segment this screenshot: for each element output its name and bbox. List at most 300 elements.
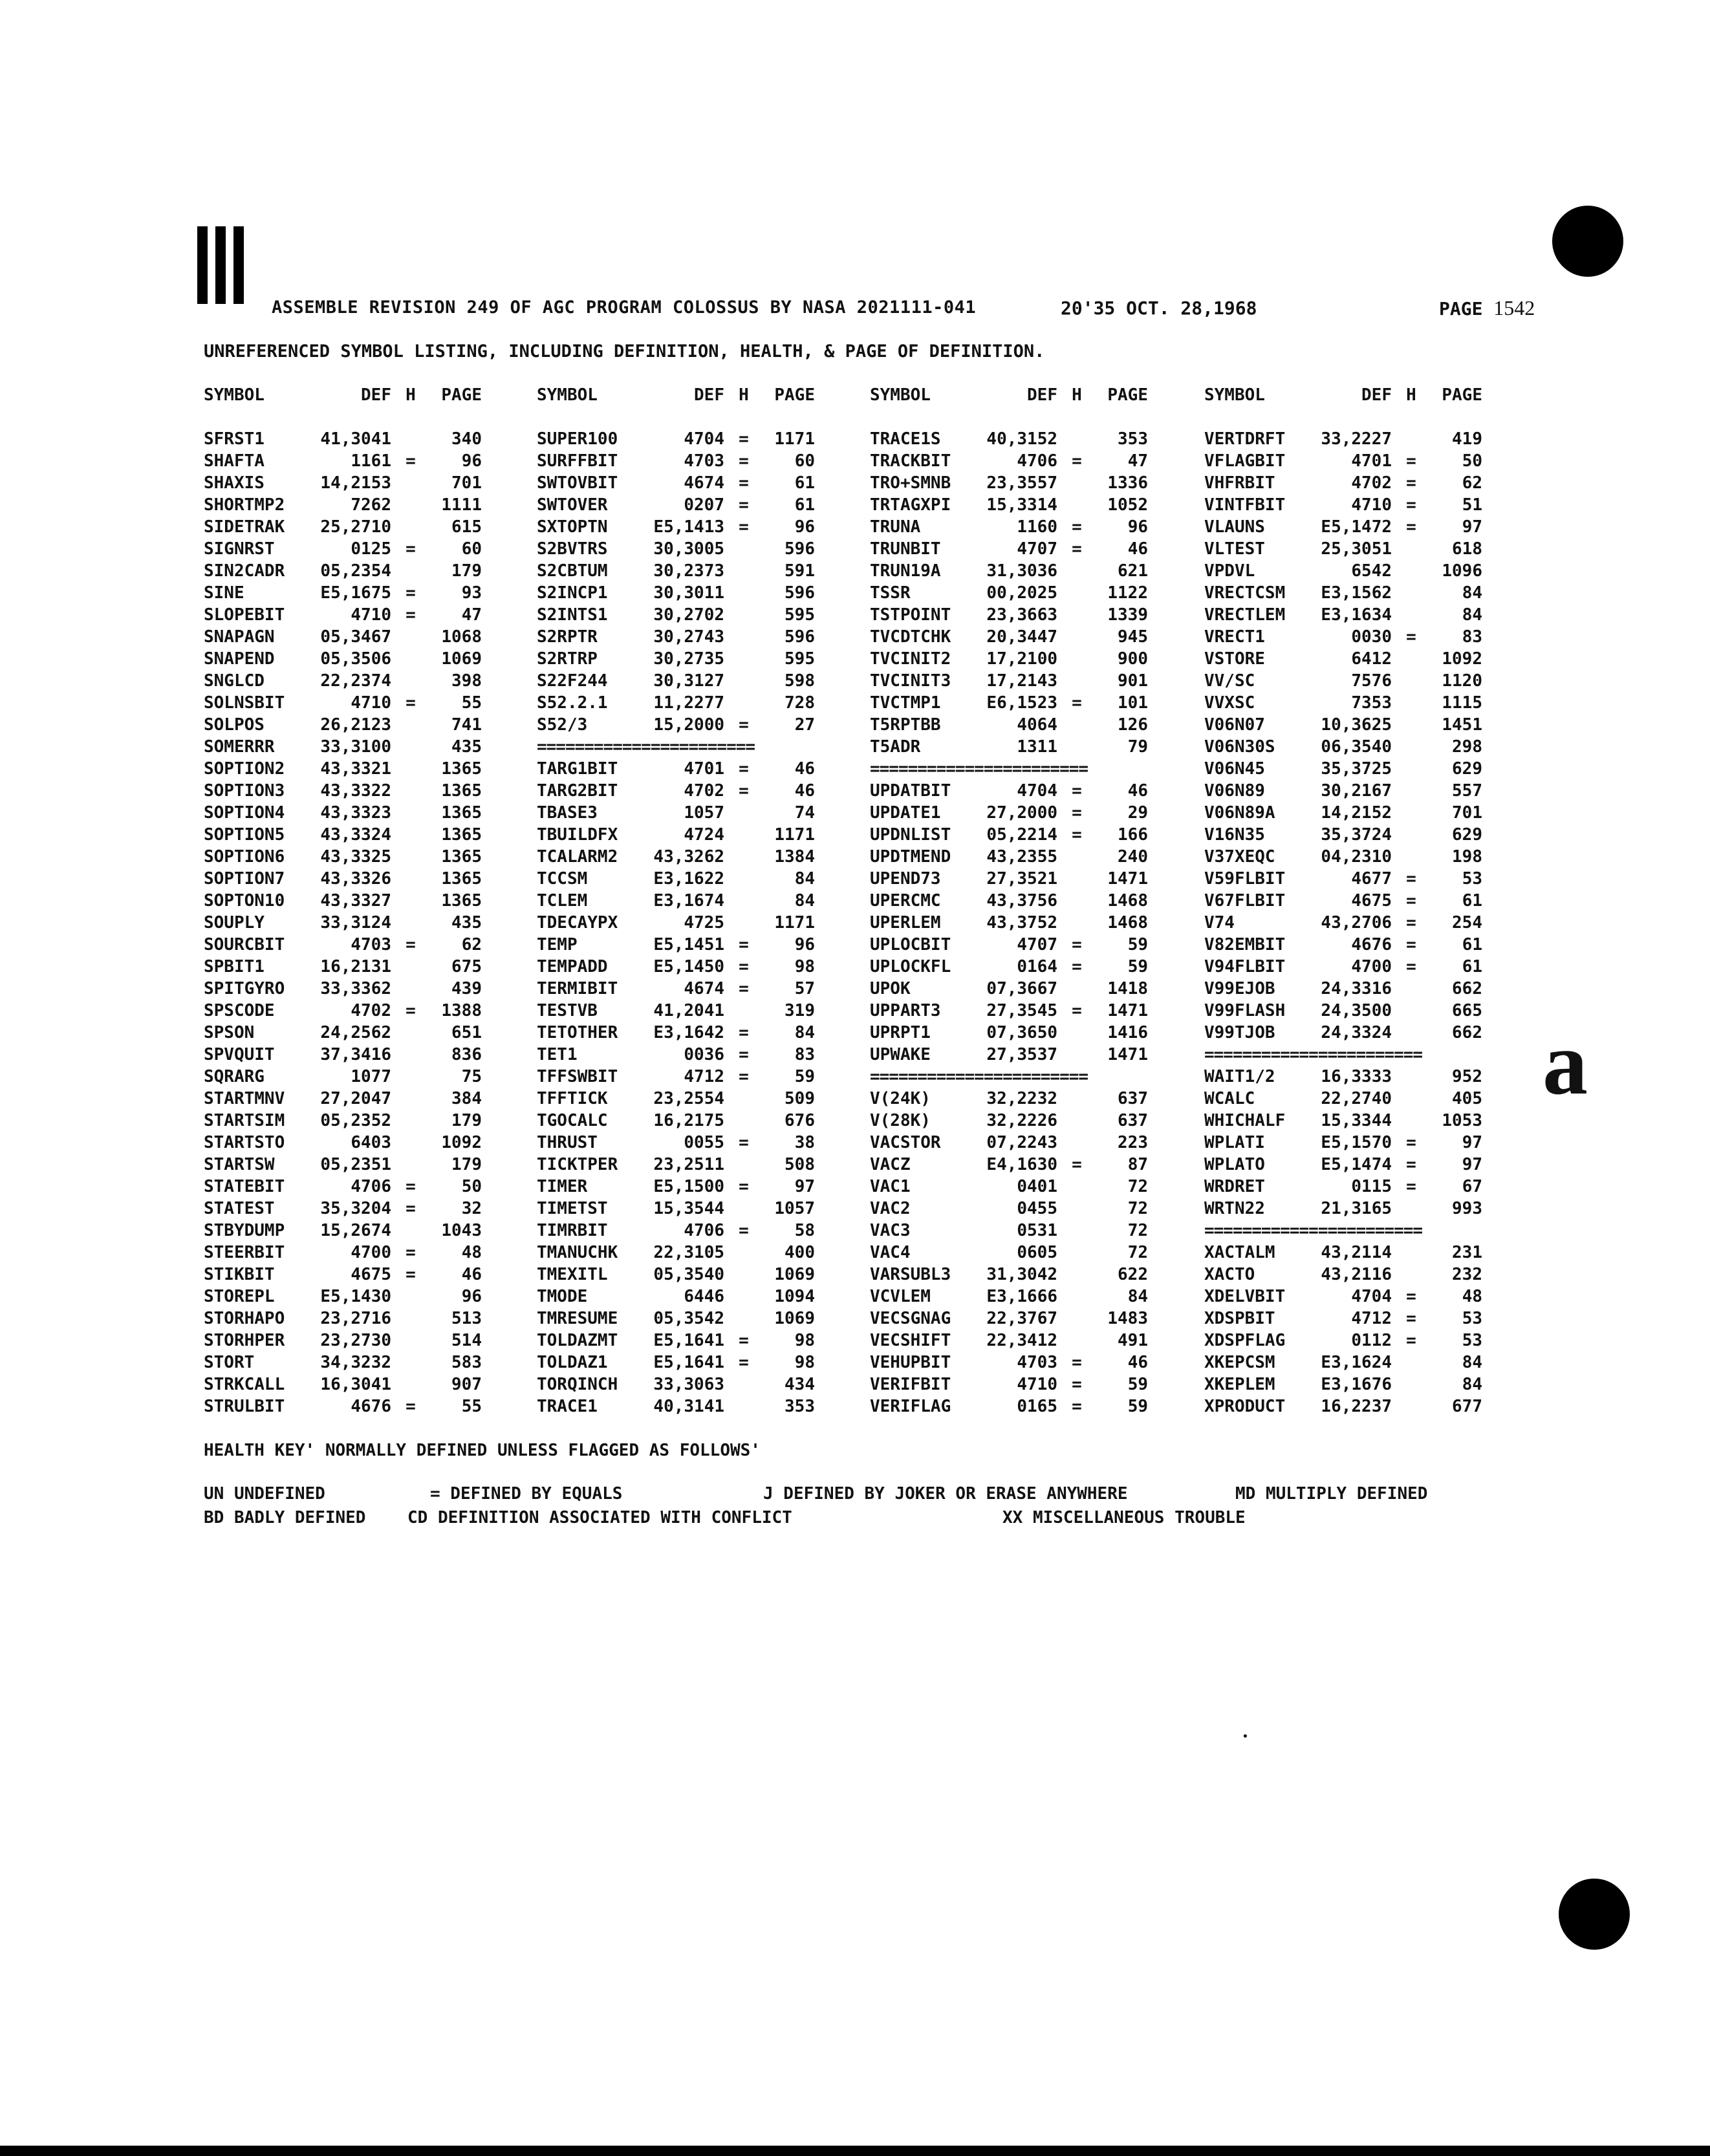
symbol-name: S52/3 <box>537 715 588 735</box>
symbol-definition: 7353 <box>1351 693 1392 713</box>
symbol-health: = <box>739 1023 749 1042</box>
symbol-page: 1365 <box>441 781 482 801</box>
symbol-definition: E5,1450 <box>653 957 724 976</box>
symbol-name: S2INCP1 <box>537 583 608 603</box>
symbol-row <box>204 1242 482 1264</box>
symbol-row <box>1204 494 1482 516</box>
symbol-definition: 23,2716 <box>320 1309 391 1328</box>
header-health: H <box>1072 385 1082 405</box>
symbol-definition: 6542 <box>1351 561 1392 581</box>
symbol-row <box>537 780 815 802</box>
symbol-page: 46 <box>1127 1353 1148 1372</box>
symbol-page: 1418 <box>1107 979 1148 998</box>
symbol-row <box>204 692 482 714</box>
symbol-name: T5RPTBB <box>870 715 941 735</box>
symbol-page: 662 <box>1452 1023 1482 1042</box>
symbol-row <box>537 1220 815 1242</box>
symbol-name: WRTN22 <box>1204 1199 1265 1218</box>
symbol-page: 508 <box>785 1155 815 1174</box>
legend-equals: = DEFINED BY EQUALS <box>430 1484 623 1504</box>
symbol-column-3 <box>870 385 1148 1418</box>
symbol-definition: 43,3323 <box>320 803 391 823</box>
symbol-name: XKEPLEM <box>1204 1375 1275 1394</box>
symbol-name: TARG2BIT <box>537 781 618 801</box>
symbol-definition: E5,1413 <box>653 517 724 537</box>
symbol-name: V99TJOB <box>1204 1023 1275 1042</box>
symbol-page: 79 <box>1127 737 1148 757</box>
symbol-page: 48 <box>461 1243 482 1262</box>
symbol-page: 618 <box>1452 539 1482 559</box>
symbol-definition: 31,3042 <box>986 1265 1057 1284</box>
symbol-name: V(28K) <box>870 1111 931 1130</box>
symbol-definition: 16,3333 <box>1321 1067 1392 1086</box>
symbol-page: 1111 <box>441 495 482 515</box>
symbol-definition: 0112 <box>1351 1331 1392 1350</box>
header-symbol: SYMBOL <box>537 385 598 405</box>
symbol-definition: 0207 <box>684 495 724 515</box>
symbol-page: 1384 <box>774 847 815 867</box>
symbol-definition: 00,2025 <box>986 583 1057 603</box>
header-symbol: SYMBOL <box>870 385 931 405</box>
symbol-page: 434 <box>785 1375 815 1394</box>
symbol-name: S52.2.1 <box>537 693 608 713</box>
symbol-definition: 35,3204 <box>320 1199 391 1218</box>
symbol-row <box>537 1308 815 1330</box>
symbol-definition: 15,3344 <box>1321 1111 1392 1130</box>
symbol-definition: 1057 <box>684 803 724 823</box>
symbol-page: 1471 <box>1107 869 1148 889</box>
symbol-page: 166 <box>1118 825 1148 845</box>
symbol-name: TERMIBIT <box>537 979 618 998</box>
symbol-row <box>537 1022 815 1044</box>
symbol-name: VLTEST <box>1204 539 1265 559</box>
symbol-definition: 05,3540 <box>653 1265 724 1284</box>
symbol-page: 907 <box>451 1375 482 1394</box>
symbol-row <box>537 1396 815 1418</box>
symbol-health: = <box>406 1243 416 1262</box>
symbol-name: VERIFLAG <box>870 1397 951 1416</box>
symbol-row <box>870 1132 1148 1154</box>
symbol-row <box>1204 560 1482 582</box>
symbol-row <box>1204 1176 1482 1198</box>
symbol-page: 46 <box>794 759 815 779</box>
symbol-page: 439 <box>451 979 482 998</box>
symbol-name: THRUST <box>537 1133 598 1152</box>
column-header <box>204 385 482 407</box>
symbol-page: 514 <box>451 1331 482 1350</box>
symbol-page: 384 <box>451 1089 482 1108</box>
symbol-page: 1094 <box>774 1287 815 1306</box>
symbol-name: STOREPL <box>204 1287 275 1306</box>
section-separator: ======================= <box>870 1067 1088 1086</box>
symbol-health: = <box>739 781 749 801</box>
symbol-row <box>537 1088 815 1110</box>
symbol-name: TRO+SMNB <box>870 473 951 493</box>
symbol-definition: 4710 <box>351 693 391 713</box>
symbol-row <box>1204 736 1482 758</box>
symbol-name: TMEXITL <box>537 1265 608 1284</box>
symbol-name: TESTVB <box>537 1001 598 1020</box>
symbol-definition: 33,2227 <box>1321 429 1392 449</box>
symbol-row <box>537 978 815 1000</box>
symbol-name: STORHAPO <box>204 1309 285 1328</box>
symbol-page: 993 <box>1452 1199 1482 1218</box>
symbol-name: TIMRBIT <box>537 1221 608 1240</box>
symbol-health: = <box>739 979 749 998</box>
symbol-page: 55 <box>461 693 482 713</box>
symbol-name: TRACE1S <box>870 429 941 449</box>
symbol-definition: 30,2702 <box>653 605 724 625</box>
symbol-definition: 4710 <box>351 605 391 625</box>
symbol-page: 29 <box>1127 803 1148 823</box>
symbol-row <box>204 1132 482 1154</box>
symbol-health: = <box>406 935 416 954</box>
symbol-row <box>870 1154 1148 1176</box>
symbol-name: TRACKBIT <box>870 451 951 471</box>
symbol-page: 596 <box>785 539 815 559</box>
symbol-name: XACTALM <box>1204 1243 1275 1262</box>
symbol-name: S2CBTUM <box>537 561 608 581</box>
symbol-name: VERTDRFT <box>1204 429 1286 449</box>
symbol-page: 353 <box>1118 429 1148 449</box>
symbol-definition: 17,2100 <box>986 649 1057 669</box>
symbol-row <box>537 868 815 890</box>
symbol-row <box>1204 824 1482 846</box>
symbol-definition: 4674 <box>684 979 724 998</box>
symbol-row <box>537 1000 815 1022</box>
symbol-definition: 1311 <box>1017 737 1057 757</box>
symbol-row <box>1204 1308 1482 1330</box>
symbol-definition: 30,3005 <box>653 539 724 559</box>
symbol-name: SOURCBIT <box>204 935 285 954</box>
symbol-definition: E3,1624 <box>1321 1353 1392 1372</box>
symbol-name: VARSUBL3 <box>870 1265 951 1284</box>
symbol-definition: 43,3322 <box>320 781 391 801</box>
symbol-definition: E5,1430 <box>320 1287 391 1306</box>
symbol-health: = <box>739 1331 749 1350</box>
symbol-page: 58 <box>794 1221 815 1240</box>
symbol-page: 509 <box>785 1089 815 1108</box>
legend-badly-defined: BD BADLY DEFINED <box>204 1508 366 1527</box>
symbol-page: 1052 <box>1107 495 1148 515</box>
symbol-health: = <box>1406 495 1416 515</box>
symbol-page: 47 <box>1127 451 1148 471</box>
symbol-name: VRECT1 <box>1204 627 1265 647</box>
symbol-row <box>204 1396 482 1418</box>
symbol-page: 675 <box>451 957 482 976</box>
symbol-definition: 14,2152 <box>1321 803 1392 823</box>
symbol-definition: 23,2730 <box>320 1331 391 1350</box>
symbol-row <box>204 1286 482 1308</box>
symbol-name: SPSCODE <box>204 1001 275 1020</box>
symbol-row <box>870 560 1148 582</box>
symbol-definition: 1161 <box>351 451 391 471</box>
page-bottom-edge <box>0 2146 1710 2156</box>
symbol-health: = <box>739 451 749 471</box>
symbol-row <box>537 1066 815 1088</box>
symbol-health: = <box>406 539 416 559</box>
symbol-column-4 <box>1204 385 1482 1418</box>
symbol-definition: 0030 <box>1351 627 1392 647</box>
symbol-definition: 4702 <box>684 781 724 801</box>
symbol-definition: 16,2175 <box>653 1111 724 1130</box>
symbol-definition: 05,2214 <box>986 825 1057 845</box>
symbol-health: = <box>1406 957 1416 976</box>
symbol-health: = <box>1072 693 1082 713</box>
symbol-definition: E3,1622 <box>653 869 724 889</box>
symbol-row <box>204 1154 482 1176</box>
symbol-definition: 16,2237 <box>1321 1397 1392 1416</box>
symbol-row <box>537 1176 815 1198</box>
symbol-health: = <box>739 473 749 493</box>
symbol-page: 1057 <box>774 1199 815 1218</box>
symbol-page: 952 <box>1452 1067 1482 1086</box>
symbol-row <box>537 890 815 912</box>
symbol-page: 1365 <box>441 759 482 779</box>
symbol-definition: 27,3521 <box>986 869 1057 889</box>
symbol-page: 231 <box>1452 1243 1482 1262</box>
symbol-health: = <box>406 1199 416 1218</box>
symbol-health: = <box>739 715 749 735</box>
symbol-health: = <box>1072 1375 1082 1394</box>
column-header <box>1204 385 1482 407</box>
symbol-definition: 43,2114 <box>1321 1243 1392 1262</box>
symbol-row <box>1204 604 1482 626</box>
symbol-health: = <box>1406 869 1416 889</box>
symbol-definition: 4675 <box>351 1265 391 1284</box>
symbol-name: TMRESUME <box>537 1309 618 1328</box>
symbol-name: TRACE1 <box>537 1397 598 1416</box>
symbol-name: SINE <box>204 583 244 603</box>
symbol-name: VAC1 <box>870 1177 911 1196</box>
symbol-name: VACSTOR <box>870 1133 941 1152</box>
symbol-name: XACTO <box>1204 1265 1255 1284</box>
symbol-page: 27 <box>794 715 815 735</box>
symbol-name: SPBIT1 <box>204 957 265 976</box>
symbol-health: = <box>739 1067 749 1086</box>
symbol-definition: 22,2374 <box>320 671 391 691</box>
symbol-name: VACZ <box>870 1155 911 1174</box>
symbol-page: 60 <box>794 451 815 471</box>
symbol-definition: 15,3544 <box>653 1199 724 1218</box>
symbol-row <box>1204 1352 1482 1374</box>
legend-multiply-defined: MD MULTIPLY DEFINED <box>1235 1484 1428 1504</box>
symbol-definition: 15,3314 <box>986 495 1057 515</box>
symbol-name: V06N89 <box>1204 781 1265 801</box>
symbol-definition: 6446 <box>684 1287 724 1306</box>
symbol-page: 651 <box>451 1023 482 1042</box>
listing-date: 20'35 OCT. 28,1968 <box>1061 297 1257 319</box>
symbol-definition: 22,3412 <box>986 1331 1057 1350</box>
symbol-name: VRECTLEM <box>1204 605 1286 625</box>
symbol-row <box>1204 1000 1482 1022</box>
symbol-name: V82EMBIT <box>1204 935 1286 954</box>
symbol-name: VRECTCSM <box>1204 583 1286 603</box>
section-separator: ======================= <box>1204 1045 1423 1064</box>
symbol-definition: 4704 <box>684 429 724 449</box>
symbol-row <box>870 956 1148 978</box>
symbol-page: 583 <box>451 1353 482 1372</box>
symbol-definition: 30,2167 <box>1321 781 1392 801</box>
section-separator: ======================= <box>1204 1221 1423 1240</box>
symbol-name: TET1 <box>537 1045 578 1064</box>
symbol-name: SOPTION6 <box>204 847 285 867</box>
symbol-page: 55 <box>461 1397 482 1416</box>
symbol-row <box>1204 934 1482 956</box>
symbol-page: 32 <box>461 1199 482 1218</box>
symbol-row <box>1204 1374 1482 1396</box>
symbol-page: 59 <box>1127 1397 1148 1416</box>
symbol-health: = <box>1072 781 1082 801</box>
symbol-row <box>870 626 1148 648</box>
symbol-definition: 0455 <box>1017 1199 1057 1218</box>
symbol-page: 595 <box>785 649 815 669</box>
symbol-name: VECSGNAG <box>870 1309 951 1328</box>
symbol-definition: 4700 <box>1351 957 1392 976</box>
symbol-row <box>870 736 1148 758</box>
symbol-page: 87 <box>1127 1155 1148 1174</box>
symbol-page: 676 <box>785 1111 815 1130</box>
header-page: PAGE <box>1107 385 1148 405</box>
symbol-name: S2RPTR <box>537 627 598 647</box>
symbol-row <box>204 1374 482 1396</box>
symbol-page: 84 <box>1462 1375 1482 1394</box>
symbol-row <box>204 978 482 1000</box>
symbol-definition: 4701 <box>684 759 724 779</box>
symbol-row <box>1204 670 1482 692</box>
symbol-page: 728 <box>785 693 815 713</box>
symbol-name: TETOTHER <box>537 1023 618 1042</box>
symbol-row <box>1204 1242 1482 1264</box>
symbol-row <box>204 1088 482 1110</box>
symbol-definition: E5,1675 <box>320 583 391 603</box>
symbol-row <box>1204 1066 1482 1088</box>
symbol-health: = <box>1072 1001 1082 1020</box>
symbol-name: UPDTMEND <box>870 847 951 867</box>
symbol-definition: 43,3262 <box>653 847 724 867</box>
symbol-name: SURFFBIT <box>537 451 618 471</box>
symbol-name: VECSHIFT <box>870 1331 951 1350</box>
symbol-page: 419 <box>1452 429 1482 449</box>
symbol-page: 83 <box>1462 627 1482 647</box>
symbol-row <box>1204 1022 1482 1044</box>
header-health: H <box>739 385 749 405</box>
symbol-name: TOLDAZMT <box>537 1331 618 1350</box>
symbol-definition: 4703 <box>351 935 391 954</box>
symbol-row <box>537 1330 815 1352</box>
symbol-row <box>204 758 482 780</box>
symbol-page: 629 <box>1452 825 1482 845</box>
symbol-name: WPLATI <box>1204 1133 1265 1152</box>
symbol-name: SLOPEBIT <box>204 605 285 625</box>
symbol-page: 1416 <box>1107 1023 1148 1042</box>
symbol-row <box>1204 780 1482 802</box>
symbol-row <box>1204 1396 1482 1418</box>
symbol-row <box>204 1066 482 1088</box>
symbol-definition: 4706 <box>1017 451 1057 471</box>
symbol-name: SFRST1 <box>204 429 265 449</box>
stray-mark: • <box>1242 1730 1249 1743</box>
symbol-definition: E3,1642 <box>653 1023 724 1042</box>
symbol-row <box>204 648 482 670</box>
symbol-health: = <box>739 957 749 976</box>
symbol-definition: 24,3324 <box>1321 1023 1392 1042</box>
symbol-definition: 30,2373 <box>653 561 724 581</box>
symbol-page: 84 <box>794 869 815 889</box>
symbol-health: = <box>1406 1331 1416 1350</box>
symbol-page: 1171 <box>774 429 815 449</box>
symbol-name: STARTSW <box>204 1155 275 1174</box>
symbol-row <box>1204 978 1482 1000</box>
symbol-name: TMODE <box>537 1287 588 1306</box>
symbol-name: VV/SC <box>1204 671 1255 691</box>
symbol-page: 46 <box>1127 781 1148 801</box>
symbol-name: SOPTON10 <box>204 891 285 911</box>
symbol-name: VERIFBIT <box>870 1375 951 1394</box>
symbol-page: 1092 <box>441 1133 482 1152</box>
symbol-row <box>1204 1088 1482 1110</box>
symbol-page: 1468 <box>1107 891 1148 911</box>
header-page: PAGE <box>1442 385 1482 405</box>
symbol-name: TARG1BIT <box>537 759 618 779</box>
symbol-page: 1053 <box>1442 1111 1482 1130</box>
symbol-definition: 30,3127 <box>653 671 724 691</box>
symbol-definition: E6,1523 <box>986 693 1057 713</box>
symbol-row <box>870 582 1148 604</box>
symbol-row <box>204 538 482 560</box>
symbol-page: 622 <box>1118 1265 1148 1284</box>
symbol-row <box>204 736 482 758</box>
symbol-row <box>204 1044 482 1066</box>
symbol-page: 836 <box>451 1045 482 1064</box>
symbol-page: 945 <box>1118 627 1148 647</box>
symbol-definition: 43,2116 <box>1321 1265 1392 1284</box>
symbol-row <box>204 714 482 736</box>
symbol-name: TIMETST <box>537 1199 608 1218</box>
symbol-row <box>537 758 815 780</box>
symbol-definition: 0055 <box>684 1133 724 1152</box>
symbol-row <box>870 604 1148 626</box>
symbol-name: VAC4 <box>870 1243 911 1262</box>
symbol-row <box>1204 648 1482 670</box>
symbol-name: TMANUCHK <box>537 1243 618 1262</box>
symbol-name: VINTFBIT <box>1204 495 1286 515</box>
symbol-name: UPWAKE <box>870 1045 931 1064</box>
symbol-definition: E5,1451 <box>653 935 724 954</box>
symbol-row <box>1204 912 1482 934</box>
symbol-name: UPDNLIST <box>870 825 951 845</box>
symbol-row <box>204 626 482 648</box>
symbol-definition: 0165 <box>1017 1397 1057 1416</box>
symbol-row <box>870 1088 1148 1110</box>
symbol-row <box>537 626 815 648</box>
symbol-health: = <box>406 1265 416 1284</box>
symbol-definition: 1160 <box>1017 517 1057 537</box>
symbol-definition: E5,1570 <box>1321 1133 1392 1152</box>
symbol-health: = <box>1406 891 1416 911</box>
symbol-definition: E3,1666 <box>986 1287 1057 1306</box>
symbol-definition: 4706 <box>351 1177 391 1196</box>
symbol-definition: 0605 <box>1017 1243 1057 1262</box>
symbol-row <box>870 846 1148 868</box>
symbol-page: 50 <box>461 1177 482 1196</box>
symbol-health: = <box>739 495 749 515</box>
symbol-definition: 4706 <box>684 1221 724 1240</box>
symbol-definition: 35,3725 <box>1321 759 1392 779</box>
symbol-definition: 43,3324 <box>320 825 391 845</box>
symbol-name: T5ADR <box>870 737 921 757</box>
symbol-row <box>204 1000 482 1022</box>
